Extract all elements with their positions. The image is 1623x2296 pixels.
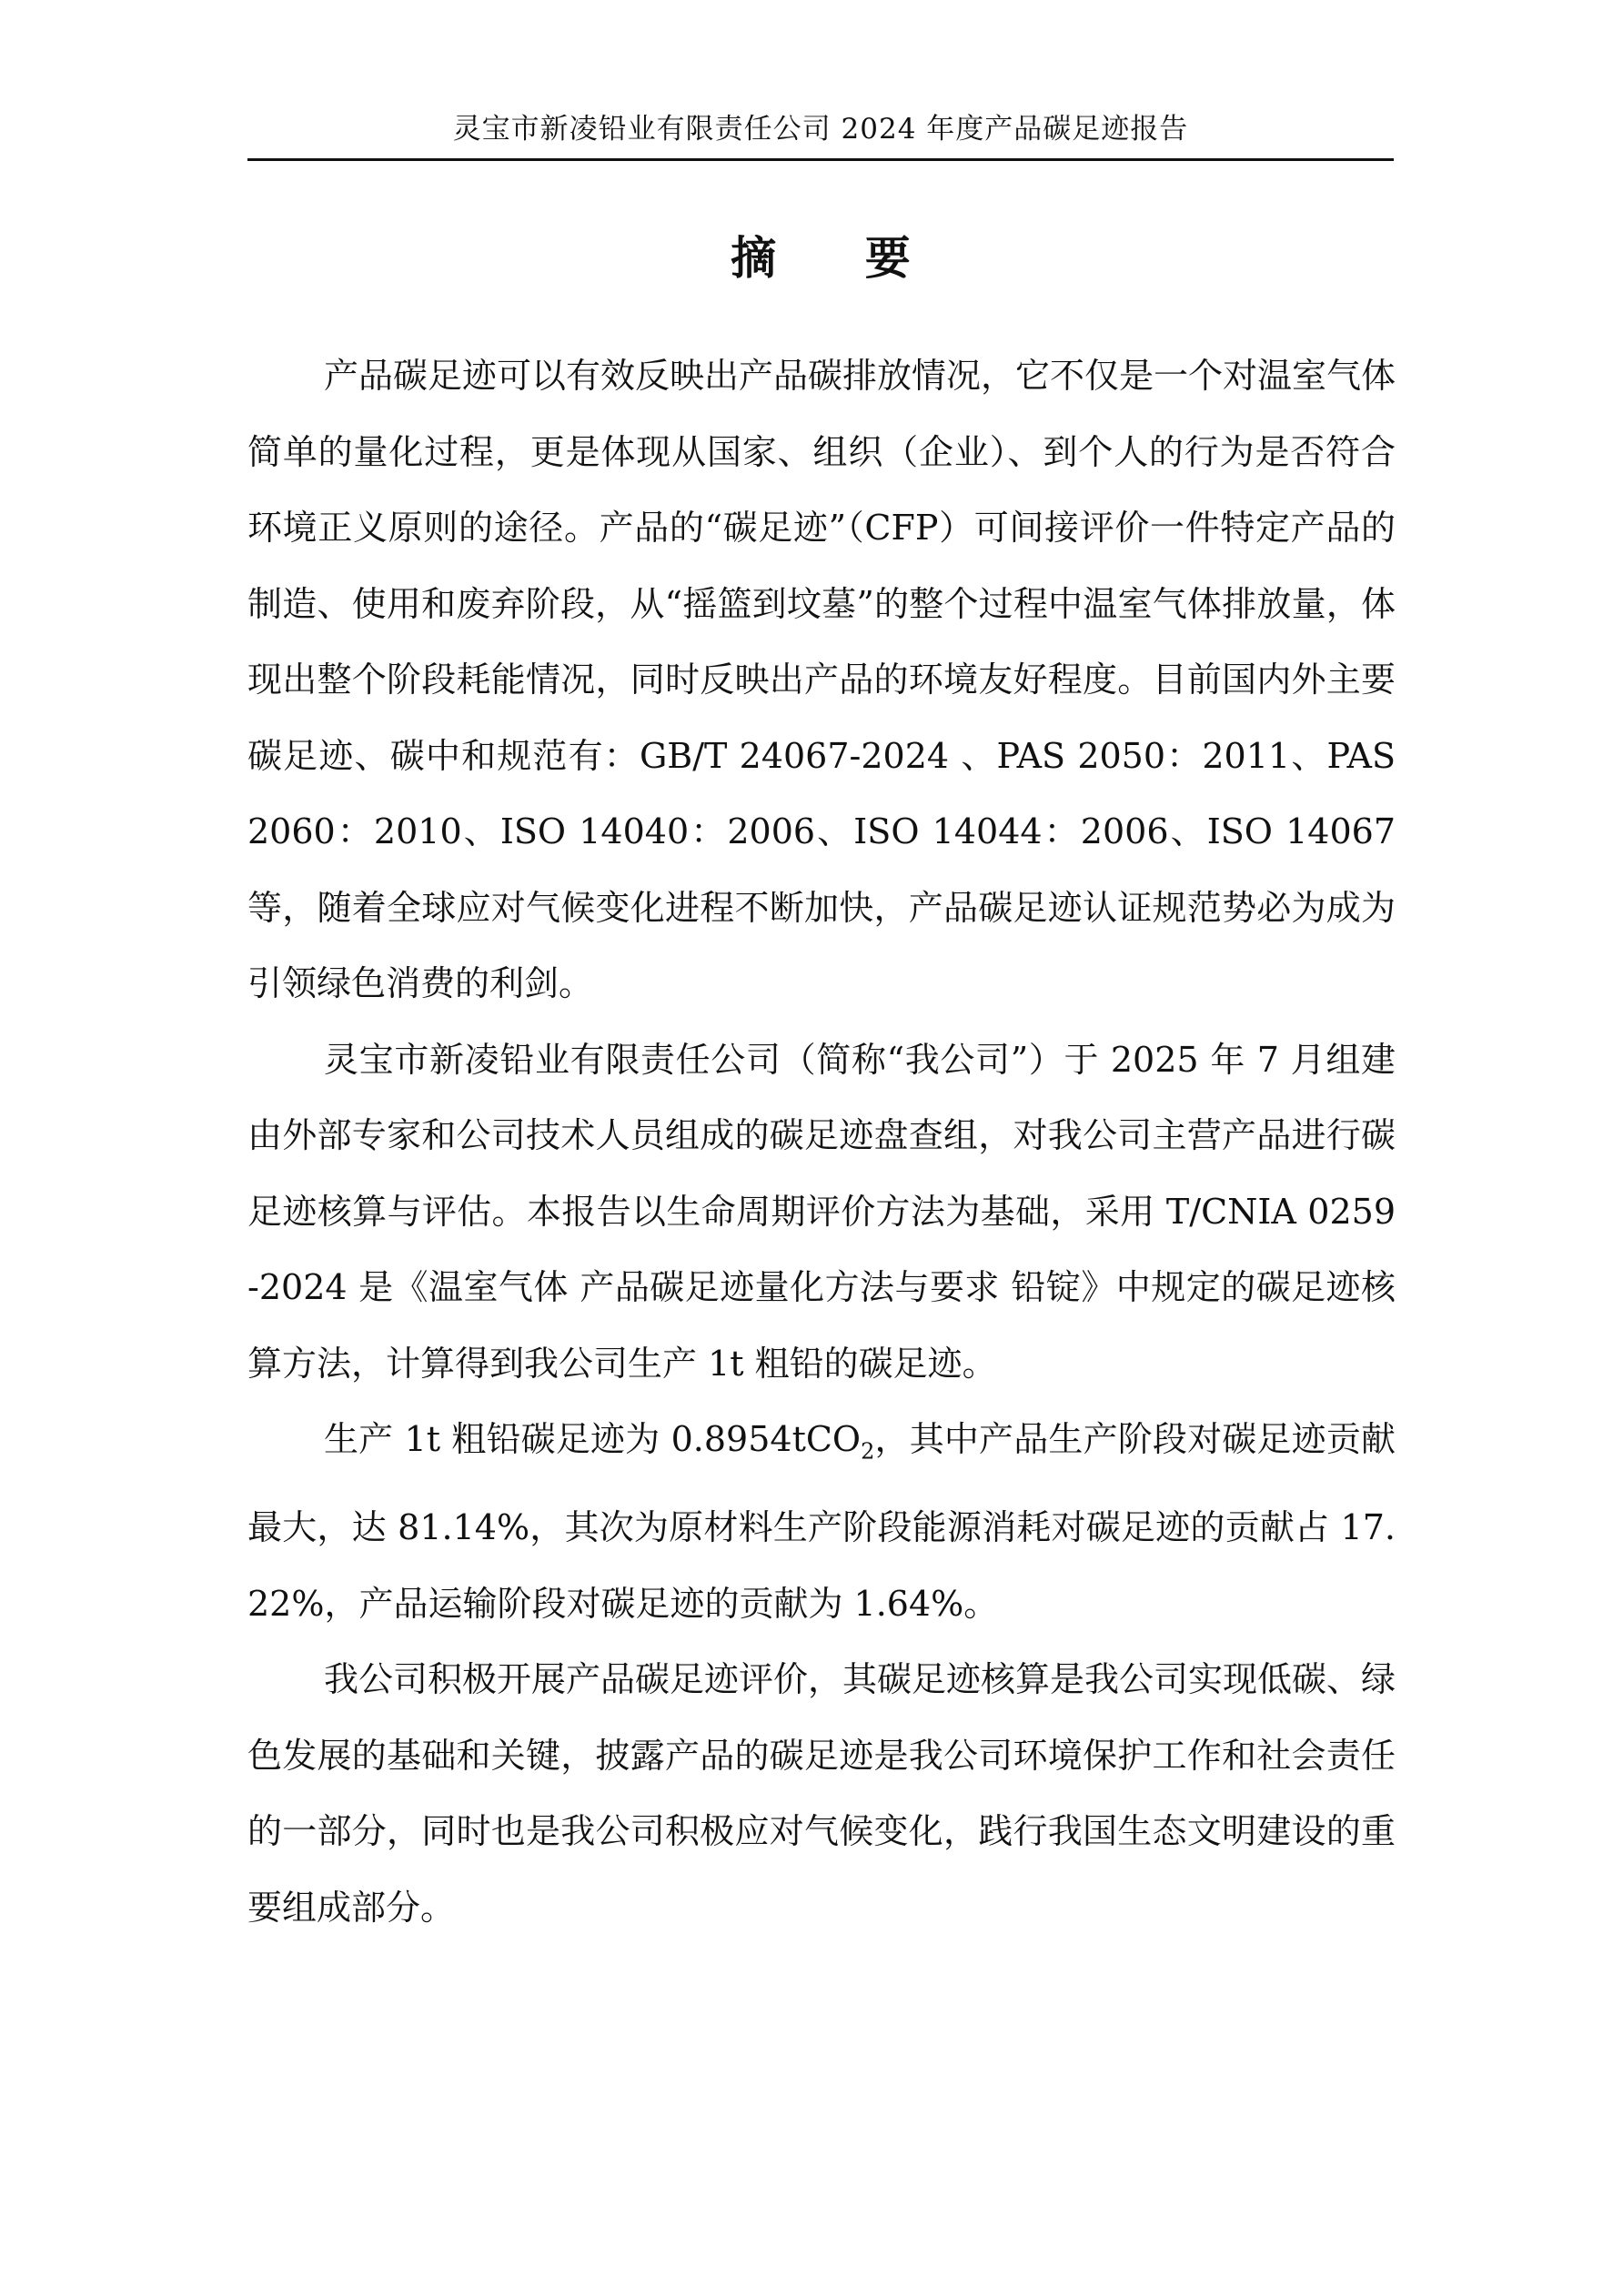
paragraph-3-rest: ，其中产品生产阶段对碳足迹贡献最大，达 81.14%，其次为原材料生产阶段能源消耗对碳足迹的贡献占 17.22%，产品运输阶段对碳足迹的贡献为 1.64%。: [247, 1419, 1396, 1624]
paragraph-1: 产品碳足迹可以有效反映出产品碳排放情况，它不仅是一个对温室气体简单的量化过程，更是体现从国家、组织（企业）、到个人的行为是否符合环境正义原则的途径。产品的“碳足迹”（CFP）可间接评价一件特定产品的制造、使用和废弃阶段，从“摇篮到坟墓”的整个过程中温室气体排放量，体现出整个阶段耗能情况，同时反映出产品的环境友好程度。目前国内外主要碳足迹、碳中和规范有：GB/T 24067-2024 、PAS 2050：2011、PAS 2060：2010、ISO 14040：2006、ISO 14044：2006、ISO 14067 等，随着全球应对气候变化进程不断加快，产品碳足迹认证规范势必为成为引领绿色消费的利剑。: [247, 356, 1396, 1003]
page-title: 摘 要: [731, 231, 947, 285]
paragraph-3-lead: 生产 1t 粗铅碳足迹为 0.8954tCO: [324, 1419, 862, 1459]
paragraph-4: 我公司积极开展产品碳足迹评价，其碳足迹核算是我公司实现低碳、绿色发展的基础和关键，披露产品的碳足迹是我公司环境保护工作和社会责任的一部分，同时也是我公司积极应对气候变化，践行我国生态文明建设的重要组成部分。: [247, 1659, 1396, 1928]
paragraph-3: [247, 1402, 1396, 1642]
header-rule: [247, 158, 1394, 161]
paragraph-2: 灵宝市新凌铅业有限责任公司（简称“我公司”）于 2025 年 7 月组建由外部专家和公司技术人员组成的碳足迹盘查组，对我公司主营产品进行碳足迹核算与评估。本报告以生命周期评价方法为基础，采用 T/CNIA 0259-2024 是《温室气体 产品碳足迹量化方法与要求 铅锭》中规定的碳足迹核算方法，计算得到我公司生产 1t 粗铅的碳足迹。: [247, 1039, 1396, 1384]
running-header: 灵宝市新凌铅业有限责任公司 2024 年度产品碳足迹报告: [452, 113, 1189, 146]
abstract-body: [247, 338, 1396, 1946]
co2-subscript: 2: [861, 1438, 875, 1465]
